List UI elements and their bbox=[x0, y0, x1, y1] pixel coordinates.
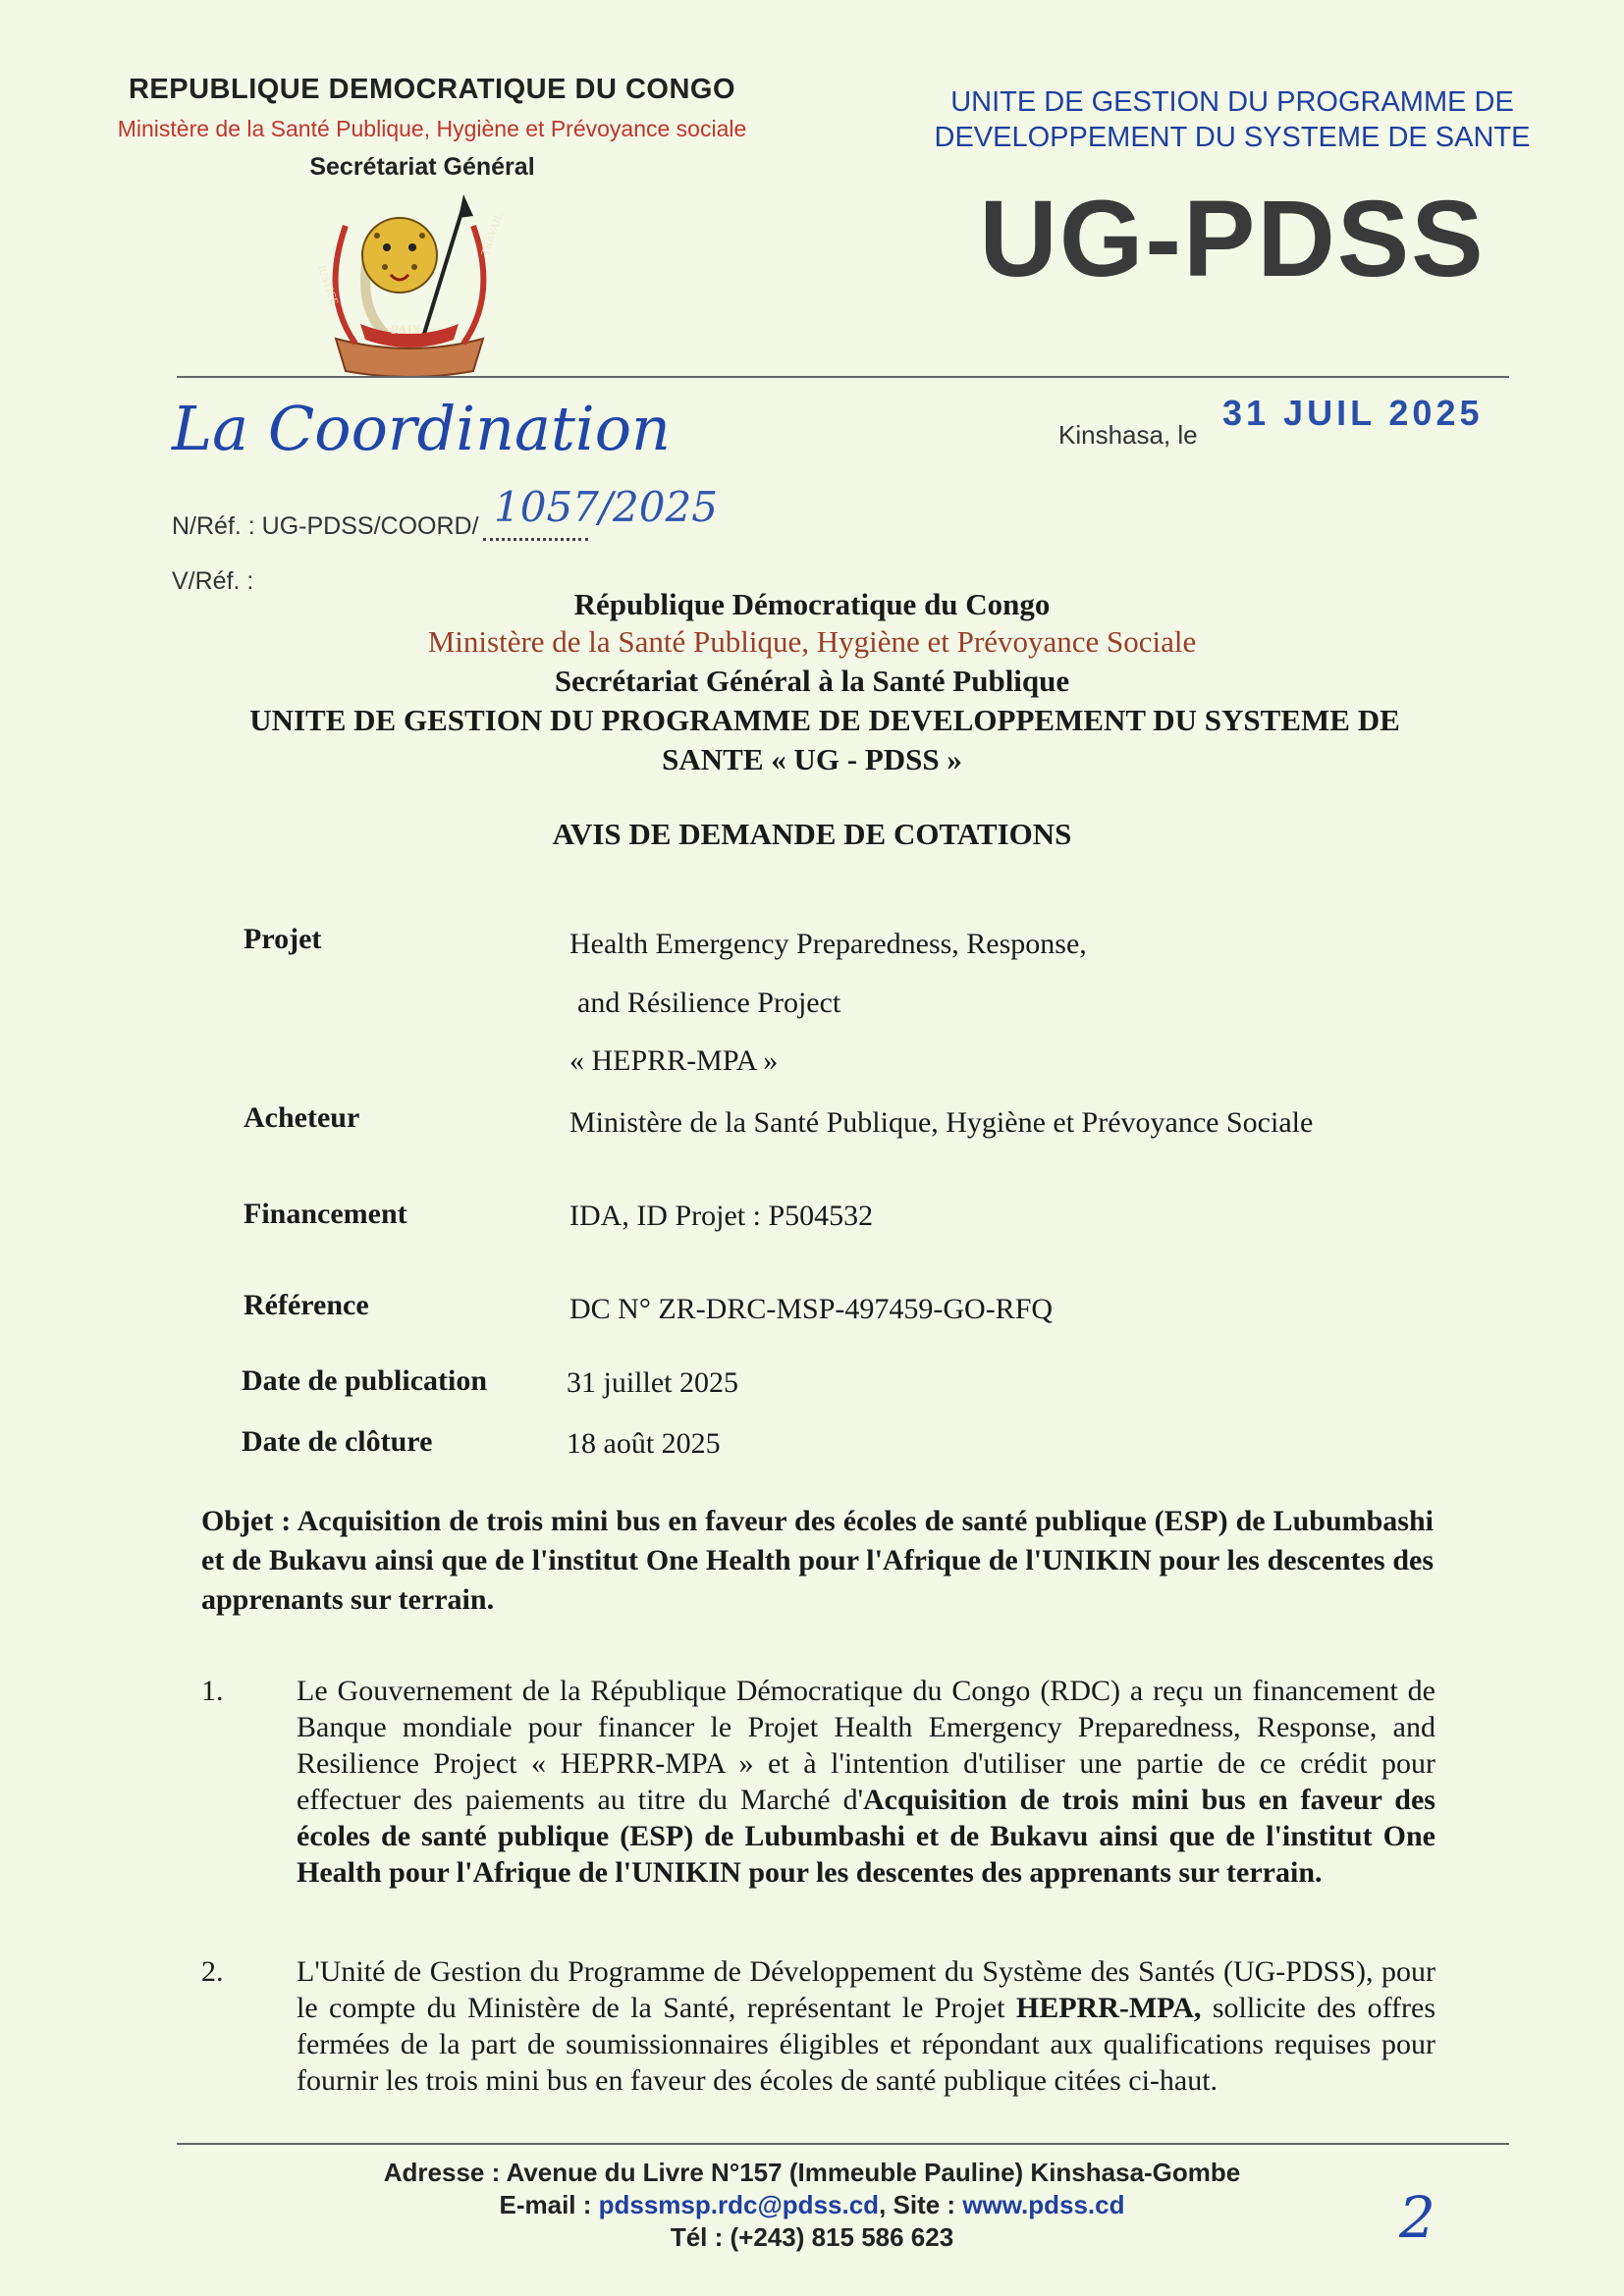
projet-label: Projet bbox=[244, 923, 322, 955]
paragraph-1-bold-text: Acquisition de trois mini bus en faveur des écoles de santé publique (ESP) de Lubumbashi et de Bukavu ainsi que de l'institut One Health pour l'Afrique de l'UNIKIN pour les descentes des apprenants sur terrain. bbox=[297, 1784, 1435, 1889]
paragraph-1-number: 1. bbox=[201, 1675, 224, 1707]
publication-date-value: 31 juillet 2025 bbox=[567, 1366, 738, 1399]
closing-date-label: Date de clôture bbox=[242, 1425, 433, 1458]
coordination-signature-title: La Coordination bbox=[172, 393, 671, 464]
paragraph-2-text-b: sollicite des offres fermées de la part de soumissionnaires éligibles et répondant aux qualifications requises pour fournir les trois mini bus en faveur des écoles de santé publique citées ci-haut. bbox=[297, 1992, 1435, 2097]
financement-value: IDA, ID Projet : P504532 bbox=[569, 1200, 874, 1232]
projet-value-line2: and Résilience Project bbox=[577, 987, 841, 1019]
acheteur-label: Acheteur bbox=[244, 1101, 360, 1134]
paragraph-2-bold-text: HEPRR-MPA, bbox=[1015, 1992, 1202, 2024]
header-ministry: Ministère de la Santé Publique, Hygiène et Prévoyance sociale bbox=[117, 116, 747, 141]
footer-address: Adresse : Avenue du Livre N°157 (Immeuble Pauline) Kinshasa-Gombe bbox=[383, 2158, 1241, 2187]
paragraph-1-text: Le Gouvernement de la République Démocratique du Congo (RDC) a reçu un financement de Banque mondiale pour financer le Projet Health Emergency Preparedness, Response, and Resilience Project « HEPRR-MPA » et à l'intention d'utiliser une partie de ce crédit pour effectuer des paiements au titre du Marché d' bbox=[297, 1675, 1435, 1816]
publication-date-label: Date de publication bbox=[242, 1364, 488, 1397]
footer-contact-line bbox=[0, 2190, 1624, 2220]
reference-value: DC N° ZR-DRC-MSP-497459-GO-RFQ bbox=[569, 1293, 1054, 1325]
date-stamp: 31 JUIL 2025 bbox=[1222, 393, 1484, 433]
your-reference-label: V/Réf. : bbox=[172, 567, 254, 595]
closing-date-value: 18 août 2025 bbox=[567, 1427, 721, 1460]
notice-title: AVIS DE DEMANDE DE COTATIONS bbox=[552, 817, 1072, 851]
title-country: République Démocratique du Congo bbox=[573, 587, 1051, 621]
footer-email-link[interactable]: pdssmsp.rdc@pdss.cd bbox=[598, 2190, 880, 2219]
our-reference-number: 1057/2025 bbox=[494, 483, 718, 531]
place-label: Kinshasa, le bbox=[1058, 420, 1198, 450]
paragraph-1 bbox=[297, 1673, 1435, 1891]
title-ministry: Ministère de la Santé Publique, Hygiène et Prévoyance Sociale bbox=[427, 624, 1197, 659]
footer-phone: Tél : (+243) 815 586 623 bbox=[670, 2222, 954, 2252]
paragraph-2 bbox=[297, 1953, 1435, 2099]
emblem-motto-right: TRAVAIL bbox=[479, 211, 506, 258]
header-unit-line1: UNITE DE GESTION DU PROGRAMME DE bbox=[950, 86, 1514, 118]
reference-label: Référence bbox=[244, 1289, 369, 1321]
paragraph-2-number: 2. bbox=[201, 1955, 224, 1988]
footer-site-link[interactable]: www.pdss.cd bbox=[962, 2190, 1125, 2219]
financement-label: Financement bbox=[244, 1198, 407, 1230]
footer-site-label: , Site : bbox=[879, 2190, 963, 2219]
header-acronym: UG-PDSS bbox=[979, 179, 1486, 299]
title-unit-line2: SANTE « UG - PDSS » bbox=[662, 742, 962, 776]
our-reference-label: N/Réf. : UG-PDSS/COORD/ bbox=[172, 512, 479, 540]
handwritten-page-number: 2 bbox=[1399, 2184, 1435, 2251]
paragraph-2-text-a: L'Unité de Gestion du Programme de Développement du Système des Santés (UG-PDSS), pour le compte du Ministère de la Santé, représentant le Projet bbox=[297, 1955, 1435, 2024]
title-unit-line1: UNITE DE GESTION DU PROGRAMME DE DEVELOPPEMENT DU SYSTEME DE bbox=[249, 703, 1400, 737]
header-unit-name bbox=[913, 84, 1551, 155]
notice-subject: Objet : Acquisition de trois mini bus en faveur des écoles de santé publique (ESP) de Lubumbashi et de Bukavu ainsi que de l'institut One Health pour l'Afrique de l'UNIKIN pour les descentes des apprenants sur terrain. bbox=[201, 1505, 1434, 1616]
projet-value-line3: « HEPRR-MPA » bbox=[569, 1044, 779, 1077]
header-divider bbox=[177, 376, 1509, 378]
emblem-motto-center: PAIX bbox=[391, 322, 421, 337]
header-unit-line2: DEVELOPPEMENT DU SYSTEME DE SANTE bbox=[934, 122, 1531, 153]
projet-value-line1: Health Emergency Preparedness, Response, bbox=[569, 928, 1087, 960]
header-secretariat: Secrétariat Général bbox=[309, 153, 535, 181]
footer-divider bbox=[177, 2143, 1509, 2145]
header-country: REPUBLIQUE DEMOCRATIQUE DU CONGO bbox=[128, 74, 736, 105]
title-secretariat: Secrétariat Général à la Santé Publique bbox=[554, 664, 1070, 698]
acheteur-value: Ministère de la Santé Publique, Hygiène et Prévoyance Sociale bbox=[569, 1106, 1314, 1139]
emblem-motto-left: JUSTICE bbox=[314, 263, 341, 307]
coat-of-arms-emblem bbox=[316, 187, 503, 383]
footer-email-label: E-mail : bbox=[499, 2190, 599, 2219]
